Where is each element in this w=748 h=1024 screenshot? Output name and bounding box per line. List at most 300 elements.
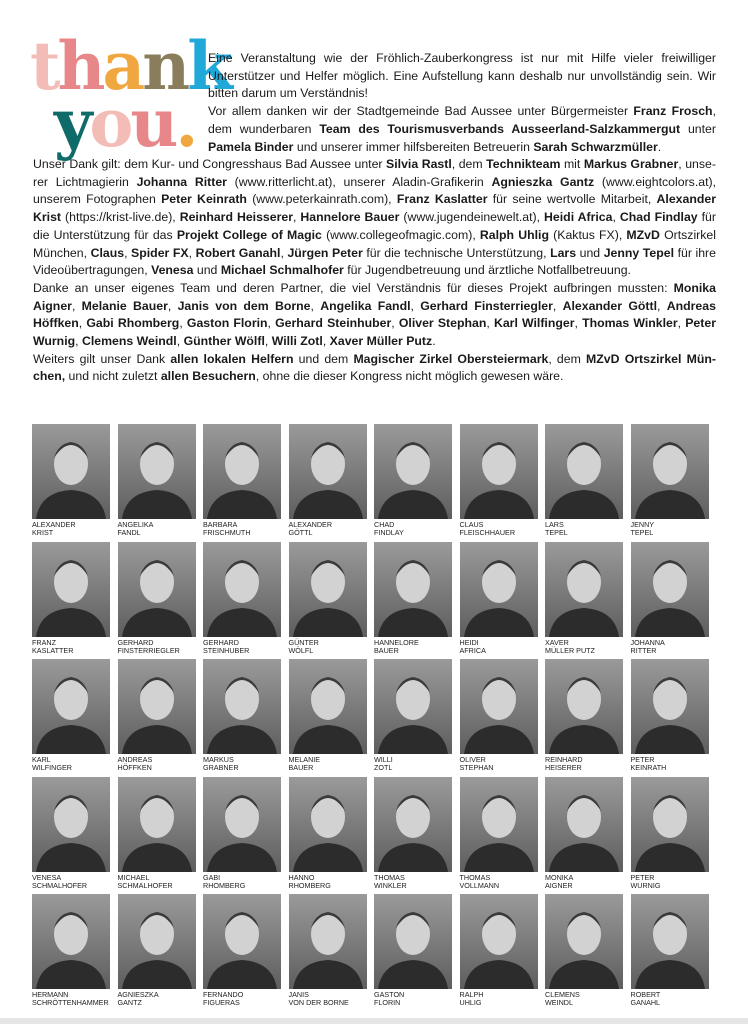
person-last-name: SCHMALHOFER [32, 880, 88, 890]
text-segment: , [310, 298, 321, 313]
person-caption [631, 991, 709, 1007]
person-silhouette-icon [32, 424, 110, 519]
person-photo [545, 424, 623, 519]
person-photo [118, 894, 196, 989]
person-card [203, 777, 281, 895]
person-caption [374, 991, 452, 1007]
person-first-name: XAVER [545, 637, 569, 647]
person-caption [289, 521, 367, 537]
person-card [631, 542, 709, 660]
text-segment: Ortszirkel München, [33, 227, 716, 260]
text-segment: Vor allem danken wir der Stadtgemeinde Bad Aussee unter Bürgermeister [208, 104, 634, 119]
person-photo [118, 424, 196, 519]
text-segment: (https://krist-live.de), [61, 210, 180, 225]
person-photo [374, 542, 452, 637]
text-segment: (www.peterkainrath.com), [246, 192, 397, 207]
person-silhouette-icon [289, 542, 367, 637]
person-first-name: THOMAS [459, 872, 491, 882]
person-first-name: HANNO [288, 872, 315, 882]
person-silhouette-icon [32, 894, 110, 989]
person-first-name: GABI [203, 872, 221, 882]
text-segment: Danke an unser eigenes Team und deren Partner, die viel Verständnis für dieses Projekt aufbringen mussten: [33, 280, 674, 295]
text-segment: (www.collegeofmagic.com), [321, 227, 480, 242]
person-card [118, 424, 196, 542]
person-card [289, 542, 367, 660]
person-caption [545, 991, 623, 1007]
person-caption [32, 874, 110, 890]
person-first-name: FERNANDO [203, 990, 244, 999]
person-first-name: LARS [545, 520, 564, 529]
highlighted-name: Peter Keinrath [161, 192, 247, 207]
person-silhouette-icon [374, 777, 452, 872]
person-caption [460, 991, 538, 1007]
person-silhouette-icon [374, 659, 452, 754]
person-silhouette-icon [460, 424, 538, 519]
highlighted-name: Oliver Stephan [398, 316, 487, 331]
highlighted-name: allen Besuchern [160, 369, 256, 384]
text-segment: , [267, 316, 276, 331]
person-last-name: KASLATTER [32, 645, 74, 655]
text-segment: , [574, 316, 583, 331]
thank-you-logo [30, 27, 230, 162]
text-segment: und unserer immer hilfsbereiten Betreuerin [293, 139, 534, 154]
person-caption [32, 991, 110, 1007]
highlighted-name: Agnieszka Gantz [491, 174, 595, 189]
text-segment: , [78, 316, 87, 331]
person-photo [460, 542, 538, 637]
text-segment: und nicht zuletzt [65, 369, 161, 384]
person-silhouette-icon [203, 542, 281, 637]
text-segment: und [193, 263, 221, 278]
person-last-name: STEINHUBER [203, 645, 250, 655]
person-photo [203, 542, 281, 637]
text-segment: (Kaktus FX), [548, 227, 627, 242]
person-silhouette-icon [631, 542, 709, 637]
highlighted-name: Janis von dem Borne [177, 298, 311, 313]
logo-letter: . [175, 83, 196, 162]
text-segment: , ohne die dieser Kongress nicht möglich gewesen wäre. [255, 369, 564, 384]
text-segment: für ihre Videoübertragungen, [33, 245, 716, 278]
person-photo [203, 894, 281, 989]
person-caption [460, 756, 538, 772]
text-segment: (www.ritterlicht.at), unserer Aladin-Grafikerin [226, 174, 492, 189]
highlighted-name: Karl Wilfinger [493, 316, 575, 331]
text-segment: (www.eightcolors.at), unserem Fotographen [33, 174, 716, 207]
person-photo [545, 894, 623, 989]
highlighted-name: Gaston Florin [186, 316, 268, 331]
person-last-name: AIGNER [545, 880, 573, 890]
highlighted-name: Lars [550, 245, 577, 260]
text-segment: , [677, 316, 686, 331]
person-silhouette-icon [118, 777, 196, 872]
person-photo [460, 424, 538, 519]
text-segment: für die technische Unterstützung, [362, 245, 551, 260]
text-segment: , [124, 245, 132, 260]
person-caption [203, 756, 281, 772]
highlighted-name: Claus [90, 245, 125, 260]
person-last-name: GANAHL [630, 998, 661, 1007]
person-photo [203, 777, 281, 872]
person-photo [374, 424, 452, 519]
person-card [32, 424, 110, 542]
person-caption [118, 756, 196, 772]
person-photo [289, 659, 367, 754]
person-first-name: KARL [32, 755, 51, 764]
person-photo [631, 542, 709, 637]
person-photo [118, 777, 196, 872]
person-photo [32, 777, 110, 872]
person-silhouette-icon [545, 542, 623, 637]
text-segment: und dem [293, 351, 354, 366]
page-bottom-edge [0, 1018, 748, 1024]
person-card [631, 777, 709, 895]
person-caption [289, 756, 367, 772]
logo-letter: t [30, 27, 58, 105]
person-silhouette-icon [545, 659, 623, 754]
person-last-name: RHOMBERG [203, 880, 246, 890]
logo-letter: k [187, 27, 230, 105]
person-last-name: WILFINGER [32, 763, 72, 772]
text-segment: Weiters gilt unser Dank [33, 351, 171, 366]
person-silhouette-icon [374, 542, 452, 637]
highlighted-name: Jenny Tepel [603, 245, 675, 260]
person-card [118, 542, 196, 660]
highlighted-name: Clemens Weindl [81, 334, 177, 349]
highlighted-name: Projekt College of Magic [176, 227, 322, 242]
person-first-name: VENESA [32, 872, 62, 882]
highlighted-name: Franz Frosch [633, 104, 713, 119]
person-first-name: THOMAS [374, 872, 405, 882]
person-caption [460, 521, 538, 537]
person-photo [32, 659, 110, 754]
text-segment: , [167, 298, 178, 313]
person-last-name: GRABNER [203, 763, 239, 772]
person-last-name: SCHMALHOFER [117, 880, 173, 890]
person-caption [203, 639, 281, 655]
person-silhouette-icon [460, 894, 538, 989]
person-card [374, 894, 452, 1012]
person-photo [631, 894, 709, 989]
person-card [289, 894, 367, 1012]
person-card [631, 894, 709, 1012]
person-first-name: MELANIE [288, 755, 321, 764]
highlighted-name: Markus Grabner [583, 157, 679, 171]
highlighted-name: Andreas Höffken [33, 298, 716, 331]
logo-word-you [30, 83, 200, 162]
person-caption [374, 639, 452, 655]
text-segment: unter [680, 121, 716, 136]
logo-letter: h [57, 27, 103, 105]
person-card [32, 542, 110, 660]
person-last-name: BAUER [374, 645, 399, 655]
person-last-name: WINKLER [374, 880, 407, 890]
person-caption [631, 639, 709, 655]
person-silhouette-icon [203, 777, 281, 872]
person-photo [631, 659, 709, 754]
person-last-name: VOLLMANN [459, 880, 500, 890]
person-silhouette-icon [289, 894, 367, 989]
person-photo [32, 894, 110, 989]
person-photo [374, 659, 452, 754]
person-card [460, 542, 538, 660]
person-silhouette-icon [118, 542, 196, 637]
text-segment: mit [560, 157, 584, 171]
text-segment: , [75, 334, 82, 349]
person-caption [289, 991, 367, 1007]
highlighted-name: Alexander Göttl [562, 298, 658, 313]
person-first-name: OLIVER [459, 755, 486, 764]
text-segment: , [322, 334, 330, 349]
person-caption [32, 639, 110, 655]
text-segment: für Jugendbetreuung und ärztliche Notfallbetreuung. [343, 263, 631, 278]
person-card [203, 542, 281, 660]
person-photo [460, 659, 538, 754]
highlighted-name: Willi Zotl [271, 334, 323, 349]
person-silhouette-icon [32, 542, 110, 637]
person-last-name: AFRICA [459, 645, 486, 655]
person-photo [631, 777, 709, 872]
text-segment: , [391, 316, 399, 331]
person-caption [545, 521, 623, 537]
person-last-name: GANTZ [117, 998, 142, 1007]
person-card [118, 659, 196, 777]
highlighted-name: Thomas Winkler [582, 316, 678, 331]
person-last-name: HÖFFKEN [117, 763, 152, 772]
person-last-name: FLORIN [374, 998, 401, 1007]
text-segment: , [410, 298, 421, 313]
person-silhouette-icon [32, 777, 110, 872]
person-first-name: CLEMENS [545, 990, 580, 999]
person-silhouette-icon [203, 894, 281, 989]
person-silhouette-icon [460, 542, 538, 637]
person-first-name: CHAD [374, 520, 395, 529]
person-last-name: FANDL [117, 528, 141, 537]
person-silhouette-icon [374, 424, 452, 519]
person-caption [374, 521, 452, 537]
person-caption [545, 874, 623, 890]
person-first-name: RALPH [459, 990, 484, 999]
intro-paragraph [208, 103, 716, 156]
highlighted-name: Melanie Bauer [81, 298, 168, 313]
person-first-name: WILLI [374, 755, 393, 764]
highlighted-name: MZvD [626, 227, 660, 242]
person-silhouette-icon [631, 659, 709, 754]
person-last-name: RHOMBERG [288, 880, 331, 890]
text-segment: , dem [548, 351, 587, 366]
person-first-name: MONIKA [545, 872, 574, 882]
person-card [203, 659, 281, 777]
person-card [32, 659, 110, 777]
person-caption [289, 639, 367, 655]
person-first-name: HEIDI [459, 637, 479, 647]
person-last-name: FINSTERRIEGLER [117, 645, 180, 655]
person-photo [118, 542, 196, 637]
person-caption [203, 991, 281, 1007]
person-caption [118, 639, 196, 655]
text-segment: Eine Veranstaltung wie der Fröhlich-Zauberkongress ist nur mit Hilfe vieler freiwilliger Unterstützer und Helfer möglich. Eine Aufstellung kann deshalb nur unvollständig sein. Wir bitten darum um Verständnis! [208, 51, 716, 101]
highlighted-name: Robert Ganahl [195, 245, 281, 260]
highlighted-name: Magischer Zirkel Obersteiermark [353, 351, 549, 366]
person-last-name: STEPHAN [459, 763, 494, 772]
highlighted-name: Heidi Africa [544, 210, 613, 225]
person-silhouette-icon [289, 777, 367, 872]
person-photo [460, 777, 538, 872]
person-first-name: PETER [630, 755, 655, 764]
text-segment: , [280, 245, 288, 260]
person-silhouette-icon [545, 777, 623, 872]
person-caption [460, 874, 538, 890]
person-caption [203, 521, 281, 537]
highlighted-name: Technikteam [486, 157, 561, 171]
person-last-name: SCHRÖTTENHAMMER [32, 998, 109, 1007]
person-silhouette-icon [374, 894, 452, 989]
text-segment: , [176, 334, 184, 349]
person-first-name: MARKUS [203, 755, 234, 764]
person-photo [545, 659, 623, 754]
person-first-name: MICHAEL [117, 872, 150, 882]
person-photo [545, 542, 623, 637]
text-segment: , [486, 316, 494, 331]
text-segment: für die Unterstützung für das [33, 210, 716, 242]
person-last-name: KRIST [32, 528, 54, 537]
person-caption [545, 756, 623, 772]
text-segment: , [552, 298, 563, 313]
person-first-name: HERMANN [32, 990, 69, 999]
person-last-name: RITTER [630, 645, 657, 655]
person-card [545, 894, 623, 1012]
person-card [289, 659, 367, 777]
person-last-name: BAUER [288, 763, 314, 772]
person-silhouette-icon [631, 777, 709, 872]
person-silhouette-icon [631, 894, 709, 989]
person-last-name: FINDLAY [374, 528, 404, 537]
highlighted-name: Sarah Schwarzmüller [533, 139, 658, 154]
person-last-name: FRISCHMUTH [203, 528, 251, 537]
text-segment: . [432, 334, 436, 349]
person-card [545, 542, 623, 660]
person-card [203, 424, 281, 542]
person-silhouette-icon [460, 777, 538, 872]
highlighted-name: Angelika Fandl [320, 298, 411, 313]
person-first-name: ROBERT [630, 990, 661, 999]
person-card [545, 424, 623, 542]
text-segment: , [657, 298, 667, 313]
text-segment: für seine wertvolle Mitarbeit, [487, 192, 657, 207]
person-last-name: MÜLLER PUTZ [545, 645, 595, 655]
person-first-name: FRANZ [32, 637, 56, 647]
text-segment: , dem [451, 157, 487, 171]
highlighted-name: Chad Findlay [619, 210, 698, 225]
highlighted-name: Team des Tourismusverbands Ausseerland-Salzkammergut [319, 121, 681, 136]
person-caption [631, 756, 709, 772]
logo-letter: u [130, 83, 176, 162]
person-first-name: BARBARA [203, 520, 238, 529]
person-last-name: VON DER BORNE [288, 998, 349, 1007]
highlighted-name: Ralph Uhlig [479, 227, 549, 242]
text-segment: (www.jugendeinewelt.at), [399, 210, 545, 225]
text-segment: , [71, 298, 82, 313]
highlighted-name: Pamela Binder [208, 139, 294, 154]
person-silhouette-icon [289, 659, 367, 754]
highlighted-name: Franz Kaslatter [396, 192, 488, 207]
person-last-name: KEINRATH [630, 763, 667, 772]
person-first-name: CLAUS [459, 520, 484, 529]
person-last-name: WEINDL [545, 998, 573, 1007]
highlighted-name: Gerhard Finsterriegler [420, 298, 553, 313]
person-photo [289, 424, 367, 519]
highlighted-name: Xaver Müller Putz [329, 334, 433, 349]
highlighted-name: Spider FX [131, 245, 189, 260]
body-paragraph [33, 280, 716, 351]
people-photo-grid [32, 424, 709, 1012]
person-caption [203, 874, 281, 890]
person-last-name: ZOTL [374, 763, 393, 772]
person-card [460, 894, 538, 1012]
body-paragraph [33, 156, 716, 280]
person-card [545, 777, 623, 895]
text-segment: , [612, 210, 620, 225]
highlighted-name: Jürgen Peter [287, 245, 363, 260]
highlighted-name: allen lokalen Helfern [170, 351, 294, 366]
body-paragraph [33, 351, 716, 386]
person-card [32, 777, 110, 895]
highlighted-name: Michael Schmalhofer [220, 263, 344, 278]
highlighted-name: Hannelore Bauer [300, 210, 400, 225]
person-caption [374, 874, 452, 890]
intro-text [208, 50, 716, 156]
highlighted-name: Reinhard Heisserer [179, 210, 294, 225]
person-card [289, 424, 367, 542]
person-last-name: WÖLFL [288, 645, 314, 655]
acknowledgements-text [33, 156, 716, 386]
person-caption [32, 521, 110, 537]
person-caption [374, 756, 452, 772]
highlighted-name: Venesa [151, 263, 194, 278]
person-first-name: ALEXANDER [32, 520, 76, 529]
person-silhouette-icon [118, 894, 196, 989]
person-caption [118, 991, 196, 1007]
highlighted-name: Johanna Ritter [136, 174, 227, 189]
person-card [374, 777, 452, 895]
text-segment: und [576, 245, 604, 260]
person-card [289, 777, 367, 895]
person-last-name: UHLIG [459, 998, 482, 1007]
highlighted-name: Gerhard Steinhuber [275, 316, 392, 331]
person-last-name: WURNIG [630, 880, 661, 890]
person-caption [545, 639, 623, 655]
highlighted-name: Peter Wurnig [33, 316, 716, 349]
person-photo [289, 894, 367, 989]
person-first-name: PETER [630, 872, 655, 882]
person-photo [374, 894, 452, 989]
highlighted-name: Günther Wölfl [183, 334, 265, 349]
highlighted-name: Gabi Rhomberg [86, 316, 180, 331]
person-photo [203, 424, 281, 519]
text-segment: , dem wunderbaren [208, 104, 716, 136]
person-card [545, 659, 623, 777]
text-segment: , [293, 210, 301, 225]
text-segment: , unserer Lichtmagierin [33, 157, 716, 189]
person-first-name: AGNIESZKA [117, 990, 159, 999]
person-first-name: ANGELIKA [117, 520, 154, 529]
person-caption [631, 521, 709, 537]
person-first-name: ALEXANDER [288, 520, 333, 529]
person-silhouette-icon [289, 424, 367, 519]
person-caption [289, 874, 367, 890]
person-first-name: JOHANNA [630, 637, 665, 647]
person-first-name: GASTON [374, 990, 405, 999]
person-card [203, 894, 281, 1012]
